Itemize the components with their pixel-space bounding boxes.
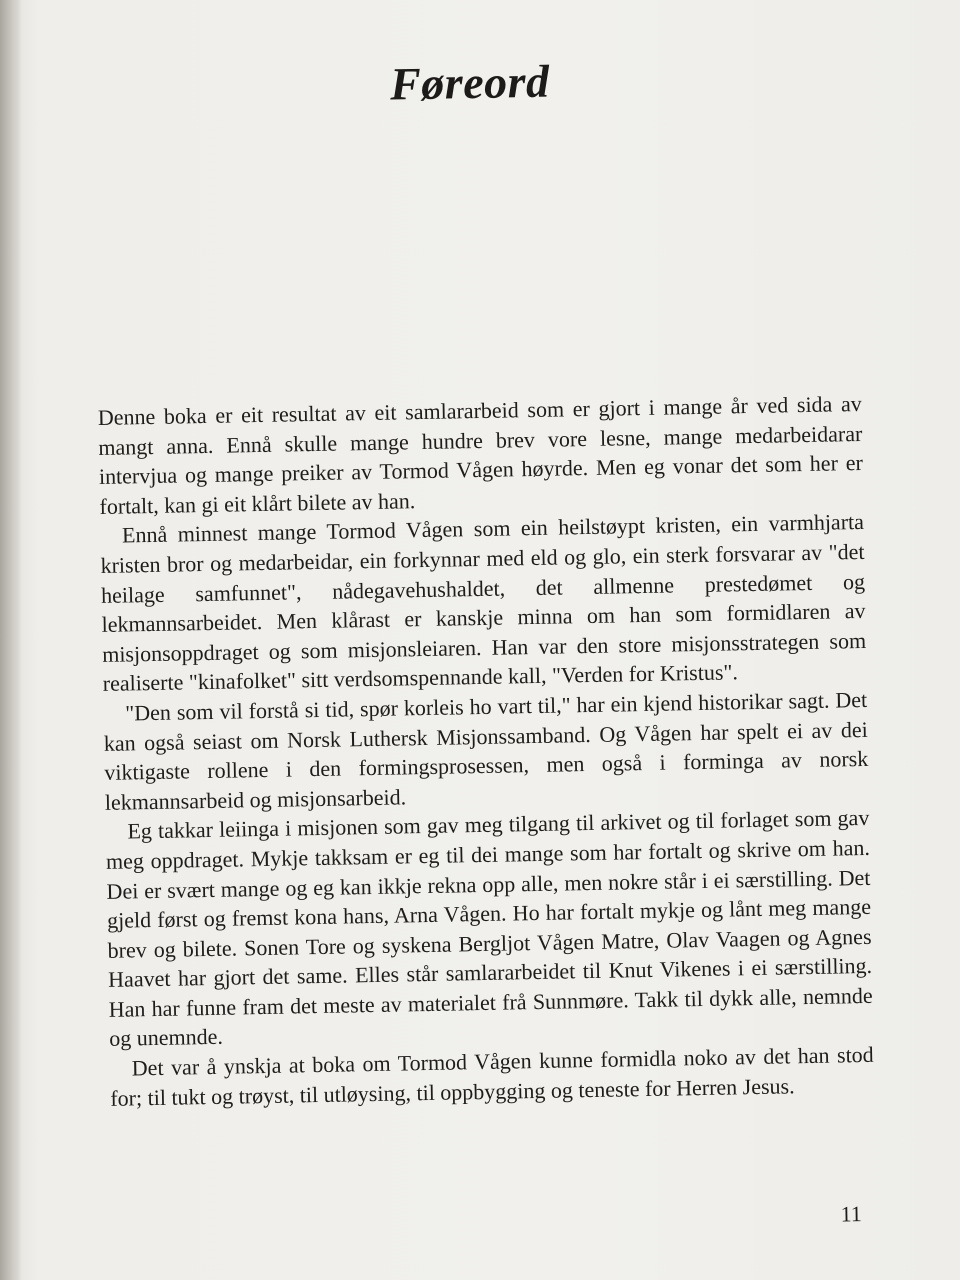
paragraph: Denne boka er eit resultat av eit samlararbeid som er gjort i mange år ved sida av mangt anna. Ennå skulle mange hundre brev vore lesne, mange medarbeidarar intervjua og mange preiker av Tormod Vågen høyrde. Men eg vonar det som her er fortalt, kan gi eit klårt bilete av han. [97, 390, 864, 519]
paragraph: Ennå minnest mange Tormod Vågen som ein heilstøypt kristen, ein varmhjarta kristen bror og medarbeidar, ein forkynnar med eld og glo, ein sterk forsvarar av "det heilage samfunnet", nådegavehushaldet, det allmenne prestedømet og lekmannsarbeidet. Men klårast er kanskje minna om han som formidlaren av misjonsoppdraget og som misjonsleiaren. Han var den store misjonsstrategen som realiserte "kinafolket" sitt verdsomspennande kall, "Verden for Kristus". [100, 509, 867, 697]
page-number: 11 [840, 1201, 862, 1227]
paragraph: Det var å ynskja at boka om Tormod Vågen kunne formidla noko av det han stod for; til tukt og trøyst, til utløysing, til oppbygging og teneste for Herren Jesus. [110, 1041, 874, 1111]
body-text [98, 389, 875, 1113]
page-title: Føreord [389, 55, 550, 110]
paragraph: "Den som vil forstå si tid, spør korleis ho vart til," har ein kjend historikar sagt. Det kan også seiast om Norsk Luthersk Misjonssamband. Og Vågen har spelt ei av dei viktigaste rollene i den formingsprosessen, men også i forminga av norsk lekmannsarbeid og misjonsarbeid. [103, 686, 869, 815]
paragraph: Eg takkar leiinga i misjonen som gav meg tilgang til arkivet og til forlaget som gav meg oppdraget. Mykje takksam er eg til dei mange som har fortalt og skrive om han. Dei er svært mange og eg kan ikkje rekna opp alle, men nokre står i ei særstilling. Det gjeld først og fremst kona hans, Arna Vågen. Ho har fortalt mykje og lånt meg mange brev og bilete. Sonen Tore og syskena Bergljot Vågen Matre, Olav Vaagen og Agnes Haavet har gjort det same. Elles står samlararbeidet til Knut Vikenes i ei særstilling. Han har funne fram det meste av materialet frå Sunnmøre. Takk til dykk alle, nemnde og unemnde. [105, 805, 873, 1052]
